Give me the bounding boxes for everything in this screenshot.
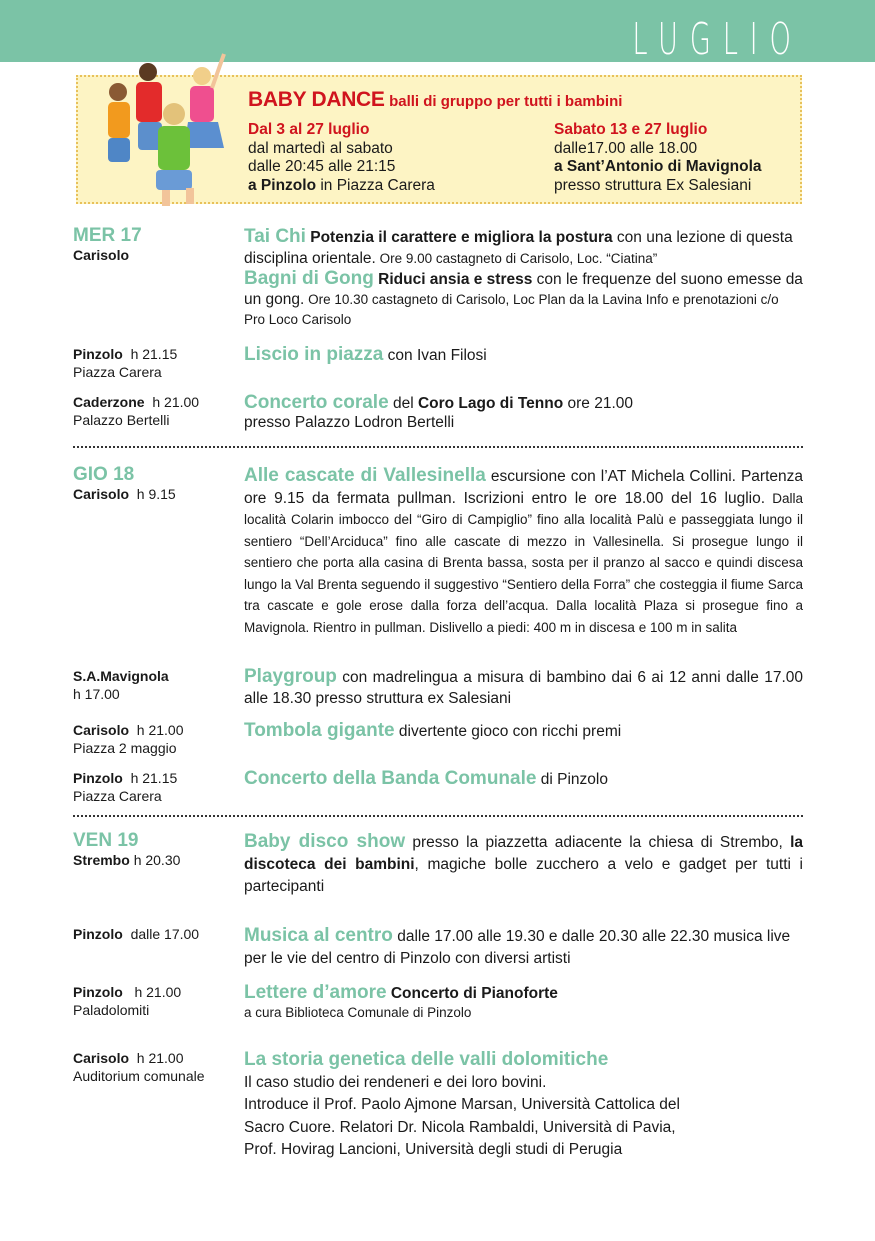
event-title: La storia genetica delle valli dolomitiche [244, 1049, 609, 1070]
event-row [73, 226, 803, 331]
event-text: dalle 17.00 alle 19.30 e dalle 20.30 alle 22.30 musica live per le vie del centro di Pinzolo con diversi artisti [244, 928, 791, 967]
promo-left-dates: Dal 3 al 27 luglio [248, 121, 370, 138]
event-left-col [73, 831, 238, 869]
event-description [244, 393, 803, 432]
promo-title-main: BABY DANCE [248, 88, 385, 111]
event-left-col [73, 345, 238, 381]
event-description [244, 769, 803, 791]
event-time: h 21.00 [136, 722, 184, 738]
promo-right-hours: dalle17.00 alle 18.00 [554, 139, 698, 157]
promo-right-place [554, 158, 762, 177]
event-highlight: Potenzia il carattere e migliora la postura [305, 229, 613, 246]
event-description [244, 667, 803, 709]
event-title: Tai Chi [244, 226, 306, 247]
promo-left-hours: dalle 20:45 alle 21:15 [248, 158, 396, 175]
event-location: S.A.Mavignola [73, 668, 169, 684]
event-title: Tombola gigante [244, 720, 395, 741]
promo-right-place-bold: a Sant’Antonio di Mavignola [554, 158, 762, 175]
event-text: Introduce il Prof. Paolo Ajmone Marsan, Università Cattolica del [244, 1096, 680, 1113]
event-text: del [388, 395, 418, 412]
event-row [73, 925, 803, 970]
event-time: h 21.15 [130, 770, 178, 786]
event-text: escursione con l’AT Michela Collini. Partenza ore 9.15 da fermata pullman. Iscrizioni entro le ore 18.00 del 16 luglio. [244, 468, 803, 507]
promo-left-place [248, 177, 435, 196]
event-title: Liscio in piazza [244, 344, 384, 365]
dancing-children-image [96, 52, 232, 210]
promo-subtitle: balli di gruppo per tutti i bambini [389, 93, 623, 110]
event-text: ore 21.00 [563, 395, 634, 412]
day-label: GIO 18 [73, 464, 135, 485]
promo-left-days: dal martedì al sabato [248, 139, 393, 157]
event-text: presso Palazzo Lodron Bertelli [244, 414, 455, 431]
event-details: a cura Biblioteca Comunale di Pinzolo [244, 1005, 472, 1020]
event-location: Pinzolo [73, 770, 123, 786]
event-row [73, 345, 803, 385]
event-highlight: Coro Lago di Tenno [417, 395, 564, 412]
event-time: h 17.00 [73, 686, 120, 702]
event-text: Il caso studio dei rendeneri e dei loro bovini. [244, 1073, 547, 1091]
event-text: con una lezione di questa disciplina orientale. [244, 229, 793, 267]
event-location: Carisolo [73, 486, 130, 502]
event-row [73, 769, 803, 809]
event-highlight: Riduci ansia e stress [373, 271, 533, 288]
event-description [244, 226, 803, 330]
event-left-col [73, 983, 238, 1019]
event-description [244, 925, 803, 970]
event-venue: Auditorium comunale [73, 1068, 205, 1084]
event-time: dalle 17.00 [130, 926, 200, 942]
event-time: h 21.00 [136, 1050, 184, 1066]
event-location: Pinzolo [73, 926, 123, 942]
event-description [244, 345, 803, 367]
event-title: Playgroup [244, 666, 337, 687]
event-title: Bagni di Gong [244, 268, 374, 289]
event-time: h 20.30 [133, 852, 181, 868]
event-text: divertente gioco con ricchi premi [394, 723, 622, 740]
event-row [73, 667, 803, 712]
event-left-col [73, 465, 238, 503]
event-details: Dalla località Colarin imbocco del “Giro di Campiglio” fino alla località Palù e passeggiata lungo il sentiero “Dell’Arciduca” fino alle cascate di mezzo in Vallesinella. Si prosegue lungo il sentiero che porta alla casina di Brenta bassa, sosta per il pranzo al sacco e quindi discesa lungo la Val Brenta seguendo il suggestivo “Sentiero della Forra” che costeggia il fiume Sarca tra cascate e gole erose dalla forza dell’acqua. Dalla località Plaza si prosegue fino a Mavignola. Rientro in pullman. Dislivello a piedi: 400 m in discesa e 100 m in salita [244, 490, 804, 635]
event-row [73, 983, 803, 1025]
promo-right-venue: presso struttura Ex Salesiani [554, 176, 752, 194]
event-location: Carisolo [73, 247, 130, 263]
event-text: Sacro Cuore. Relatori Dr. Nicola Rambaldi, Università di Pavia, [244, 1118, 676, 1136]
event-title: Concerto corale [244, 392, 389, 413]
event-description [244, 831, 803, 898]
event-title: Baby disco show [244, 831, 406, 852]
event-row [73, 721, 803, 761]
event-venue: Piazza Carera [73, 364, 162, 380]
event-text: Prof. Hovirag Lancioni, Università degli studi di Perugia [244, 1141, 623, 1158]
event-description [244, 465, 803, 638]
event-description [244, 1049, 803, 1162]
event-row [73, 831, 803, 901]
event-title: Alle cascate di Vallesinella [244, 465, 486, 486]
event-text: con le frequenze del suono emesse da un gong. [244, 271, 803, 308]
event-text: con madrelingua a misura di bambino dai 6 ai 12 anni dalle 17.00 alle 18.30 presso struttura ex Salesiani [244, 669, 803, 707]
event-location: Carisolo [73, 1050, 130, 1066]
promo-title [248, 88, 622, 112]
event-highlight: la discoteca dei bambini [244, 834, 803, 873]
event-description [244, 721, 803, 743]
event-left-col [73, 226, 238, 264]
event-left-col [73, 925, 238, 943]
event-title: Musica al centro [244, 925, 393, 946]
promo-left-place-rest: in Piazza Carera [316, 176, 435, 194]
event-left-col [73, 667, 238, 703]
day-label: VEN 19 [73, 830, 139, 851]
event-title: Lettere d’amore [244, 982, 387, 1003]
event-venue: Palazzo Bertelli [73, 412, 170, 428]
event-left-col [73, 721, 238, 757]
month-title: LUGLIO [632, 14, 803, 65]
event-time: h 21.00 [152, 394, 200, 410]
event-left-col [73, 1049, 238, 1085]
promo-schedule-pinzolo [248, 121, 435, 195]
section-divider [73, 815, 803, 817]
event-location: Caderzone [73, 394, 145, 410]
event-description [244, 983, 803, 1022]
event-text: con Ivan Filosi [383, 347, 487, 364]
event-location: Pinzolo [73, 984, 123, 1000]
event-left-col [73, 393, 238, 429]
section-divider [73, 446, 803, 448]
promo-left-place-bold: a Pinzolo [248, 176, 317, 194]
event-time: h 21.15 [130, 346, 178, 362]
event-venue: Piazza Carera [73, 788, 162, 804]
event-row [73, 465, 803, 645]
promo-schedule-mavignola [554, 121, 762, 195]
event-highlight: Concerto di Pianoforte [386, 985, 558, 1002]
event-text: di Pinzolo [536, 771, 608, 788]
event-row [73, 393, 803, 433]
event-left-col [73, 769, 238, 805]
event-row [73, 1049, 803, 1164]
day-label: MER 17 [73, 225, 142, 246]
event-details: Ore 9.00 castagneto di Carisolo, Loc. “Ciatina” [375, 251, 658, 266]
event-venue: Piazza 2 maggio [73, 740, 177, 756]
event-time: h 9.15 [136, 486, 176, 502]
event-time: h 21.00 [134, 984, 182, 1000]
event-title: Concerto della Banda Comunale [244, 768, 537, 789]
event-location: Carisolo [73, 722, 130, 738]
event-location: Pinzolo [73, 346, 123, 362]
event-location: Strembo [73, 852, 130, 868]
promo-right-dates: Sabato 13 e 27 luglio [554, 121, 708, 138]
event-text: , magiche bolle zucchero a velo e gadget per tutti i partecipanti [244, 856, 803, 895]
event-details: Ore 10.30 castagneto di Carisolo, Loc Plan da la Lavina Info e prenotazioni c/o Pro Loco Carisolo [244, 292, 779, 327]
event-text: presso la piazzetta adiacente la chiesa di Strembo, [405, 834, 791, 851]
event-venue: Paladolomiti [73, 1002, 150, 1018]
